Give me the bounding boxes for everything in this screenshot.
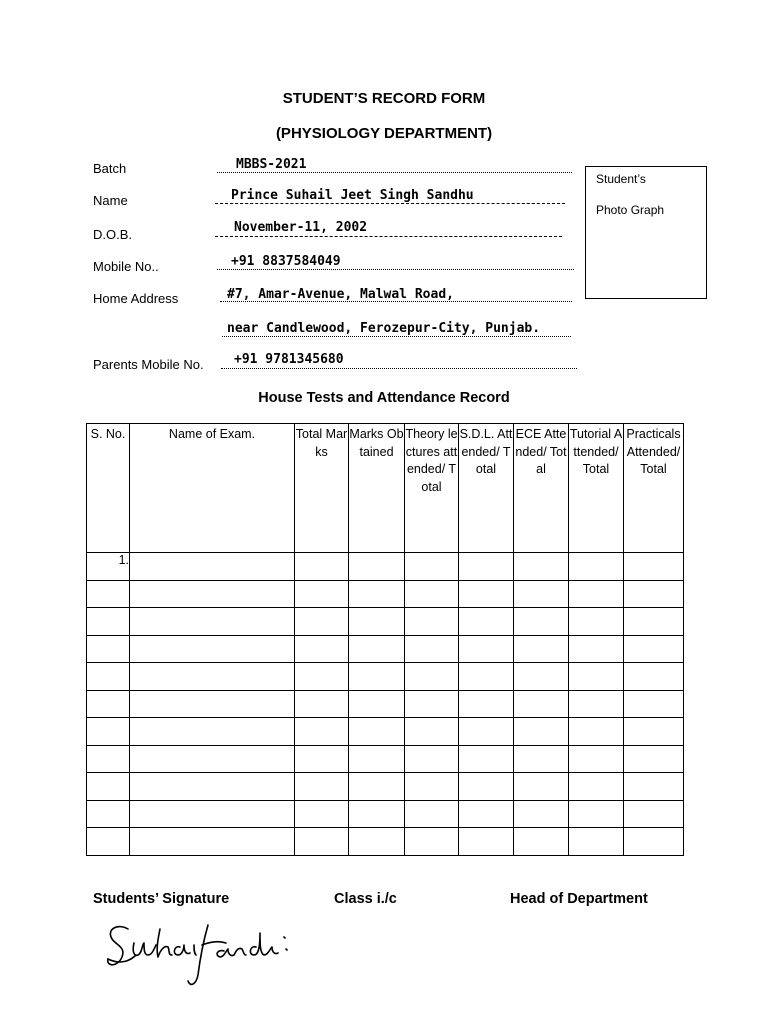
- table-row: [87, 553, 684, 581]
- table-cell: [295, 580, 349, 608]
- table-cell: [514, 800, 569, 828]
- table-cell: [349, 718, 405, 746]
- hod-label: Head of Department: [510, 891, 648, 907]
- table-cell: [295, 608, 349, 636]
- table-cell: [459, 828, 514, 856]
- table-cell: [130, 718, 295, 746]
- table-cell: [569, 800, 624, 828]
- table-cell: [514, 690, 569, 718]
- table-cell: [130, 690, 295, 718]
- table-row: [87, 608, 684, 636]
- table-cell: [405, 773, 459, 801]
- table-row: [87, 828, 684, 856]
- table-cell: [405, 690, 459, 718]
- parents-mobile-value: +91 9781345680: [234, 352, 344, 367]
- table-header-row: [87, 424, 684, 553]
- mobile-value: +91 8837584049: [231, 254, 341, 269]
- table-cell: [349, 580, 405, 608]
- table-cell: [349, 635, 405, 663]
- table-cell: [130, 773, 295, 801]
- table-row: [87, 718, 684, 746]
- table-cell: [624, 718, 684, 746]
- serial-number-cell: [87, 580, 130, 608]
- table-cell: [514, 773, 569, 801]
- table-cell: [624, 580, 684, 608]
- table-cell: [514, 553, 569, 581]
- table-cell: [405, 745, 459, 773]
- table-cell: [349, 800, 405, 828]
- table-cell: [459, 745, 514, 773]
- table-cell: [405, 580, 459, 608]
- table-cell: [624, 608, 684, 636]
- class-incharge-label: Class i./c: [334, 891, 397, 907]
- table-cell: [130, 608, 295, 636]
- table-cell: [405, 608, 459, 636]
- table-cell: [459, 580, 514, 608]
- address-value-2: near Candlewood, Ferozepur-City, Punjab.: [227, 321, 541, 336]
- mobile-line: [217, 269, 574, 270]
- table-cell: [569, 663, 624, 691]
- department-title: (PHYSIOLOGY DEPARTMENT): [275, 125, 493, 142]
- table-cell: [514, 663, 569, 691]
- table-cell: [459, 608, 514, 636]
- handwritten-signature: [100, 915, 300, 995]
- serial-number-cell: [87, 690, 130, 718]
- table-cell: [514, 828, 569, 856]
- table-cell: [624, 800, 684, 828]
- table-cell: [130, 635, 295, 663]
- address-label: Home Address: [93, 291, 179, 306]
- table-cell: [569, 690, 624, 718]
- col-header: Tutorial Attended/ Total: [569, 424, 624, 553]
- student-signature-label: Students’ Signature: [93, 891, 230, 907]
- table-cell: [624, 553, 684, 581]
- table-cell: [130, 800, 295, 828]
- table-cell: [130, 553, 295, 581]
- name-label: Name: [93, 193, 128, 208]
- table-cell: [624, 828, 684, 856]
- table-cell: [349, 553, 405, 581]
- table-cell: [405, 635, 459, 663]
- table-cell: [130, 663, 295, 691]
- table-cell: [624, 663, 684, 691]
- serial-number-cell: [87, 635, 130, 663]
- table-cell: [295, 800, 349, 828]
- serial-number-cell: 1.: [87, 553, 130, 581]
- table-cell: [295, 773, 349, 801]
- mobile-label: Mobile No..: [93, 259, 159, 274]
- batch-line: [217, 172, 572, 173]
- col-header: Total Marks: [295, 424, 349, 553]
- table-cell: [130, 745, 295, 773]
- table-row: [87, 635, 684, 663]
- table-cell: [569, 828, 624, 856]
- table-cell: [459, 690, 514, 718]
- serial-number-cell: [87, 773, 130, 801]
- table-cell: [569, 580, 624, 608]
- photo-box: [585, 166, 707, 299]
- table-cell: [459, 800, 514, 828]
- table-cell: [349, 690, 405, 718]
- form-title: STUDENT’S RECORD FORM: [282, 90, 486, 107]
- table-cell: [405, 718, 459, 746]
- table-cell: [624, 690, 684, 718]
- table-cell: [624, 635, 684, 663]
- table-cell: [569, 635, 624, 663]
- table-cell: [569, 773, 624, 801]
- dob-line: [215, 236, 562, 237]
- table-cell: [130, 828, 295, 856]
- table-cell: [569, 718, 624, 746]
- table-cell: [349, 828, 405, 856]
- table-cell: [295, 663, 349, 691]
- table-cell: [295, 745, 349, 773]
- parents-mobile-label: Parents Mobile No.: [93, 357, 204, 372]
- table-cell: [569, 608, 624, 636]
- serial-number-cell: [87, 745, 130, 773]
- table-cell: [569, 553, 624, 581]
- dob-label: D.O.B.: [93, 227, 133, 242]
- table-cell: [459, 663, 514, 691]
- table-cell: [130, 580, 295, 608]
- serial-number-cell: [87, 800, 130, 828]
- table-cell: [349, 773, 405, 801]
- table-cell: [569, 745, 624, 773]
- col-header: Marks Obtained: [349, 424, 405, 553]
- table-cell: [405, 663, 459, 691]
- table-cell: [295, 635, 349, 663]
- col-header: Practicals Attended/ Total: [624, 424, 684, 553]
- serial-number-cell: [87, 608, 130, 636]
- table-cell: [459, 773, 514, 801]
- photo-label-1: Student’s: [596, 172, 646, 186]
- record-title: House Tests and Attendance Record: [258, 390, 510, 406]
- col-header: Name of Exam.: [130, 424, 295, 553]
- table-row: [87, 580, 684, 608]
- parents-mobile-line: [221, 368, 577, 369]
- table-row: [87, 690, 684, 718]
- table-cell: [405, 800, 459, 828]
- col-header: Theory lectures attended/ Total: [405, 424, 459, 553]
- table-row: [87, 745, 684, 773]
- table-cell: [405, 828, 459, 856]
- col-header: S. No.: [87, 424, 130, 553]
- table-row: [87, 663, 684, 691]
- table-cell: [514, 635, 569, 663]
- table-cell: [295, 828, 349, 856]
- table-cell: [514, 718, 569, 746]
- table-row: [87, 800, 684, 828]
- table-row: [87, 773, 684, 801]
- serial-number-cell: [87, 663, 130, 691]
- table-cell: [405, 553, 459, 581]
- table-cell: [459, 718, 514, 746]
- table-cell: [295, 553, 349, 581]
- table-cell: [624, 773, 684, 801]
- photo-label-2: Photo Graph: [596, 203, 665, 217]
- table-cell: [349, 745, 405, 773]
- address-value-1: #7, Amar-Avenue, Malwal Road,: [227, 287, 454, 302]
- name-line: [215, 203, 565, 204]
- batch-value: MBBS-2021: [236, 157, 307, 172]
- table-cell: [349, 608, 405, 636]
- col-header: ECE Attended/ Total: [514, 424, 569, 553]
- batch-label: Batch: [93, 161, 127, 176]
- attendance-table: [86, 423, 684, 856]
- name-value: Prince Suhail Jeet Singh Sandhu: [231, 188, 474, 203]
- table-cell: [459, 635, 514, 663]
- table-cell: [514, 608, 569, 636]
- address-line-2: [222, 336, 571, 337]
- table-cell: [624, 745, 684, 773]
- dob-value: November-11, 2002: [234, 220, 368, 235]
- table-cell: [514, 580, 569, 608]
- serial-number-cell: [87, 718, 130, 746]
- serial-number-cell: [87, 828, 130, 856]
- table-cell: [295, 718, 349, 746]
- table-cell: [295, 690, 349, 718]
- table-cell: [349, 663, 405, 691]
- table-cell: [514, 745, 569, 773]
- table-cell: [459, 553, 514, 581]
- col-header: S.D.L. Attended/ Total: [459, 424, 514, 553]
